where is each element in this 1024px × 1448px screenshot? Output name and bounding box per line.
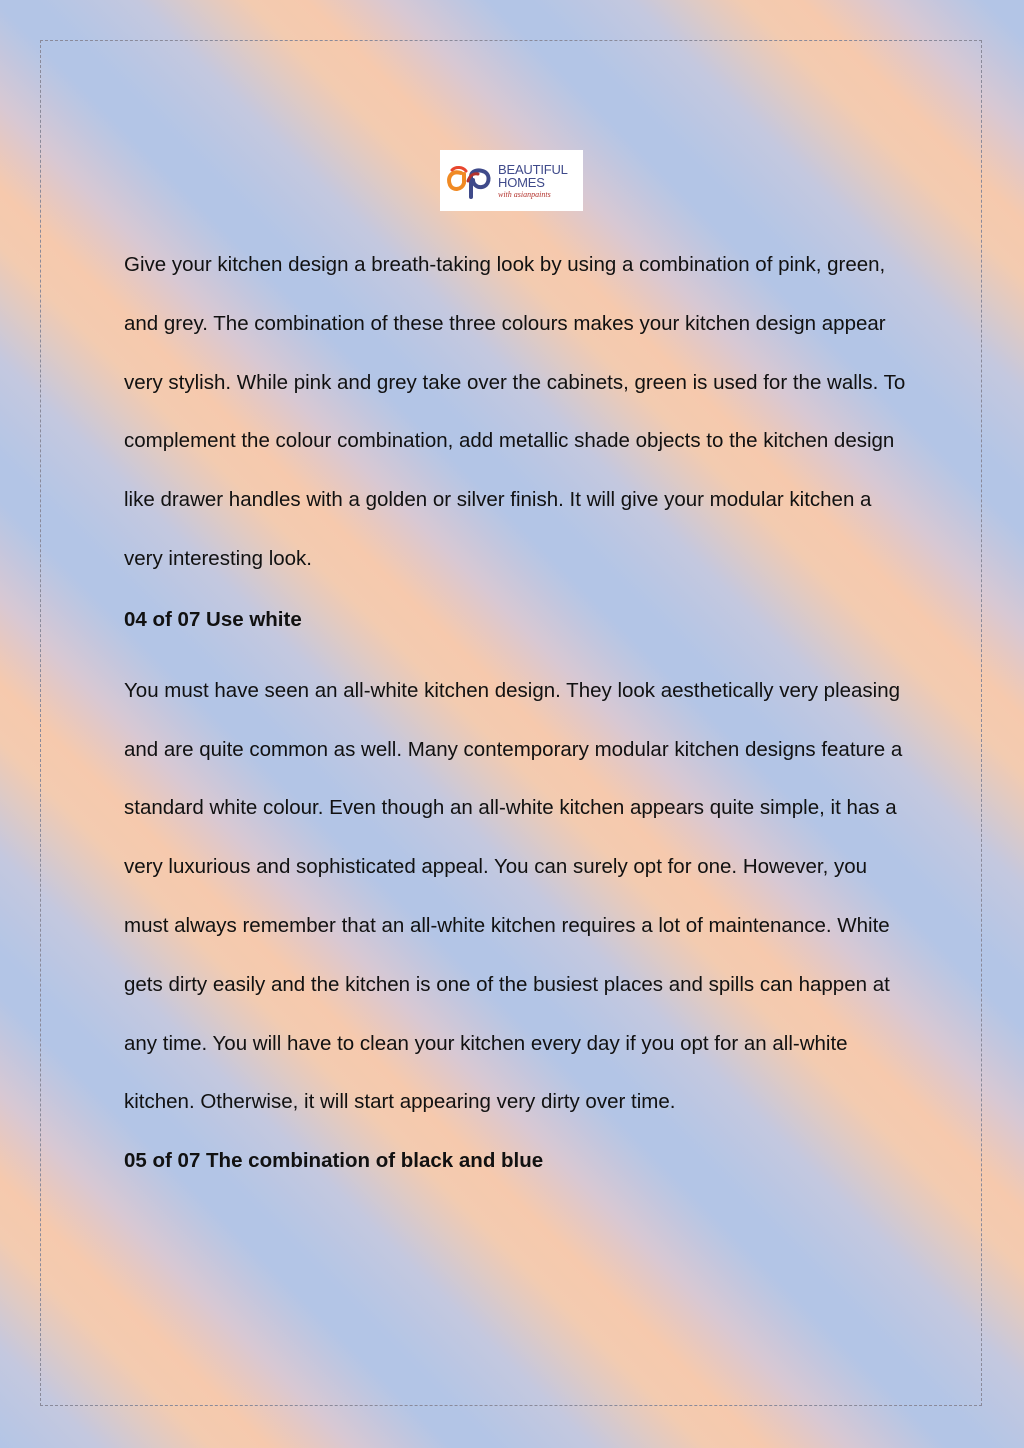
article-body	[124, 236, 914, 1176]
section-heading-black-blue: 05 of 07 The combination of black and blue	[124, 1149, 544, 1173]
asianpaints-logo-icon	[444, 161, 494, 201]
section-heading-use-white: 04 of 07 Use white	[124, 607, 302, 631]
paragraph-all-white: You must have seen an all-white kitchen design. They look aesthetically very pleasing and are quite common as well. Many contemporary modular kitchen designs feature a standard white colour. Even though an all-white kitchen appears quite simple, it has a very luxurious and sophisticated appeal. You can surely opt for one. However, you must always remember that an all-white kitchen requires a lot of maintenance. White gets dirty easily and the kitchen is one of the busiest places and spills can happen at any time. You will have to clean your kitchen every day if you opt for an all-white kitchen. Otherwise, it will start appearing very dirty over time.	[124, 678, 903, 1114]
logo-line-beautiful: BEAUTIFUL	[498, 161, 568, 177]
logo-line-asianpaints: with asianpaints	[498, 189, 551, 199]
logo-line-homes: HOMES	[498, 174, 545, 190]
logo-wordmark	[498, 163, 568, 199]
paragraph-pink-green-grey: Give your kitchen design a breath-taking look by using a combination of pink, green, and grey. The combination of these three colours makes your kitchen design appear very stylish. While pink and grey take over the cabinets, green is used for the walls. To complement the colour combination, add metallic shade objects to the kitchen design like drawer handles with a golden or silver finish. It will give your modular kitchen a very interesting look.	[124, 253, 906, 570]
brand-logo	[440, 150, 583, 211]
